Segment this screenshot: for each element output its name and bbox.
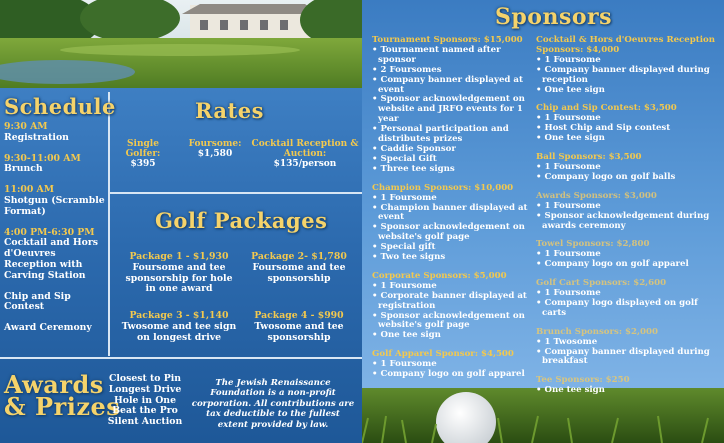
divider-awards	[0, 357, 362, 359]
sponsor-benefit: • One tee sign	[536, 133, 605, 144]
sponsor-benefit: • 1 Foursome	[536, 113, 601, 124]
package-name: Package 1 - $1,930	[129, 251, 229, 262]
rate-foursome	[184, 139, 246, 159]
package-1	[120, 252, 238, 295]
schedule-title: Schedule	[4, 94, 116, 119]
sponsor-tier-title: Awards Sponsors: $3,000	[536, 190, 657, 201]
schedule-time: 9:30-11:00 AM	[4, 152, 81, 164]
sponsor-benefit: • Three tee signs	[372, 163, 455, 174]
schedule-item	[4, 154, 108, 176]
sponsors-column-1	[372, 36, 532, 380]
schedule-list	[4, 122, 108, 334]
sponsor-benefit: • Company banner displayed at event	[372, 74, 523, 95]
sponsor-tier-title: Brunch Sponsors: $2,000	[536, 326, 658, 337]
sponsor-benefit: • Company logo on golf apparel	[372, 369, 525, 380]
package-name: Package 2- $1,780	[251, 251, 347, 262]
awards-title-line: & Prizes	[4, 392, 121, 421]
package-desc: Twosome and tee sign on longest drive	[121, 320, 237, 343]
schedule-item	[4, 122, 108, 144]
sponsor-benefit: • Champion banner displayed at event	[372, 202, 528, 223]
schedule-event: Brunch	[4, 163, 43, 175]
sponsor-benefit: • Two tee signs	[372, 252, 446, 263]
sponsor-benefit: • 1 Foursome	[536, 200, 601, 211]
sponsor-benefit: • Tournament named after sponsor	[372, 44, 501, 65]
sponsor-tier-title: Golf Apparel Sponsor: $4,500	[372, 349, 514, 360]
sponsors-title: Sponsors	[495, 4, 612, 30]
golf-ball-photo	[362, 385, 724, 443]
schedule-event: Award Ceremony	[4, 322, 92, 334]
rate-reception	[250, 139, 360, 169]
rate-value: $395	[130, 159, 156, 169]
schedule-item	[4, 228, 108, 282]
sponsor-benefit: • 1 Twosome	[536, 336, 598, 347]
sponsor-benefit: • Special Gift	[372, 153, 437, 164]
sponsor-benefit: • One tee sign	[536, 84, 605, 95]
sponsor-benefit: • Host Chip and Sip contest	[536, 123, 671, 134]
clubhouse-photo-art	[0, 0, 362, 90]
sponsor-benefit: • 1 Foursome	[372, 192, 437, 203]
sponsor-tier-title: Corporate Sponsors: $5,000	[372, 270, 507, 281]
sponsor-benefit: • 1 Foursome	[536, 288, 601, 299]
package-3	[120, 311, 238, 343]
sponsor-benefit: • Company banner displayed during breakfast	[536, 346, 710, 367]
sponsor-benefit: • Sponsor acknowledgement on website's golf page	[372, 222, 525, 243]
sponsor-benefit: • One tee sign	[536, 385, 605, 396]
schedule-time: 11:00 AM	[4, 184, 55, 196]
schedule-event: Chip and Sip Contest	[4, 290, 71, 313]
package-desc: Foursome and tee sponsorship	[252, 261, 346, 284]
sponsor-tier-title: Chip and Sip Contest: $3,500	[536, 103, 677, 114]
divider-rates-packages	[110, 192, 362, 194]
awards-list	[104, 374, 186, 428]
sponsor-benefit: • Company logo displayed on golf carts	[536, 297, 698, 318]
sponsor-tier-title: Towel Sponsors: $2,800	[536, 239, 650, 250]
package-desc: Foursome and tee sponsorship for hole in one award	[125, 261, 233, 295]
sponsor-tier-title: Cocktail & Hors d'Oeuvres Reception Sponsors: $4,000	[536, 35, 715, 55]
schedule-item	[4, 292, 108, 314]
sponsor-tier-title: Ball Sponsors: $3,500	[536, 152, 642, 163]
awards-title	[4, 370, 121, 421]
sponsor-tier-title: Golf Cart Sponsors: $2,600	[536, 278, 667, 289]
package-2	[240, 252, 358, 284]
schedule-time: 9:30 AM	[4, 121, 48, 132]
sponsor-benefit: • 1 Foursome	[372, 359, 437, 370]
sponsor-benefit: • Sponsor acknowledgement on website's golf page	[372, 310, 525, 331]
sponsor-tier-title: Champion Sponsors: $10,000	[372, 182, 514, 193]
sponsor-benefit: • Company logo on golf apparel	[536, 259, 689, 270]
award-item: Longest Drive	[108, 383, 182, 395]
rate-value: $1,580	[197, 149, 233, 159]
award-item: Silent Auction	[107, 416, 183, 428]
rate-single	[118, 139, 168, 169]
golf-packages-title: Golf Packages	[155, 208, 328, 233]
sponsor-benefit: • One tee sign	[372, 330, 441, 341]
divider-vertical	[108, 92, 110, 356]
sponsor-benefit: • Sponsor acknowledgement on website and JRFO events for 1 year	[372, 94, 525, 125]
sponsor-benefit: • 1 Foursome	[372, 280, 437, 291]
rate-label: Cocktail Reception & Auction:	[251, 139, 359, 159]
schedule-event: Cocktail and Hors d'Oeuvres Reception with Carving Station	[4, 237, 98, 281]
sponsor-benefit: • Caddie Sponsor	[372, 143, 456, 154]
sponsor-benefit: • 1 Foursome	[536, 161, 601, 172]
schedule-event: Registration	[4, 131, 69, 143]
sponsor-benefit: • 1 Foursome	[536, 54, 601, 65]
schedule-item	[4, 185, 108, 217]
sponsor-benefit: • Corporate banner displayed at registration	[372, 290, 527, 311]
schedule-item	[4, 323, 108, 334]
sponsor-benefit: • Personal participation and distributes prizes	[372, 124, 509, 145]
package-name: Package 4 - $990	[254, 310, 344, 321]
rate-label: Single Golfer:	[125, 139, 161, 159]
package-name: Package 3 - $1,140	[129, 310, 229, 321]
schedule-event: Shotgun (Scramble Format)	[4, 194, 105, 217]
package-4	[240, 311, 358, 343]
award-item: Hole in One	[114, 394, 176, 406]
sponsor-benefit: • Company logo on golf balls	[536, 171, 676, 182]
foundation-note: The Jewish Renaissance Foundation is a non-profit corporation. All contributions are tax deductible to the fullest extent provided by law.	[191, 378, 355, 430]
sponsor-benefit: • 1 Foursome	[536, 249, 601, 260]
golf-ball-photo-art	[362, 385, 724, 443]
schedule-time: 4:00 PM-6:30 PM	[4, 226, 95, 238]
sponsor-benefit: • 2 Foursomes	[372, 64, 442, 75]
awards-title-line: Awards	[4, 370, 104, 399]
rate-value: $135/person	[273, 159, 337, 169]
rate-label: Foursome:	[188, 139, 242, 149]
sponsor-tier-title: Tee Sponsors: $250	[536, 375, 630, 386]
rates-title: Rates	[195, 98, 264, 123]
award-item: Beat the Pro	[112, 405, 178, 417]
sponsor-benefit: • Company banner displayed during reception	[536, 64, 710, 85]
award-item: Closest to Pin	[108, 373, 182, 384]
sponsors-column-2	[536, 36, 722, 396]
package-desc: Twosome and tee sponsorship	[254, 320, 344, 343]
sponsor-benefit: • Sponsor acknowledgement during awards ceremony	[536, 210, 710, 231]
clubhouse-photo	[0, 0, 362, 90]
sponsor-benefit: • Special gift	[372, 242, 436, 253]
sponsor-tier-title: Tournament Sponsors: $15,000	[372, 35, 523, 45]
